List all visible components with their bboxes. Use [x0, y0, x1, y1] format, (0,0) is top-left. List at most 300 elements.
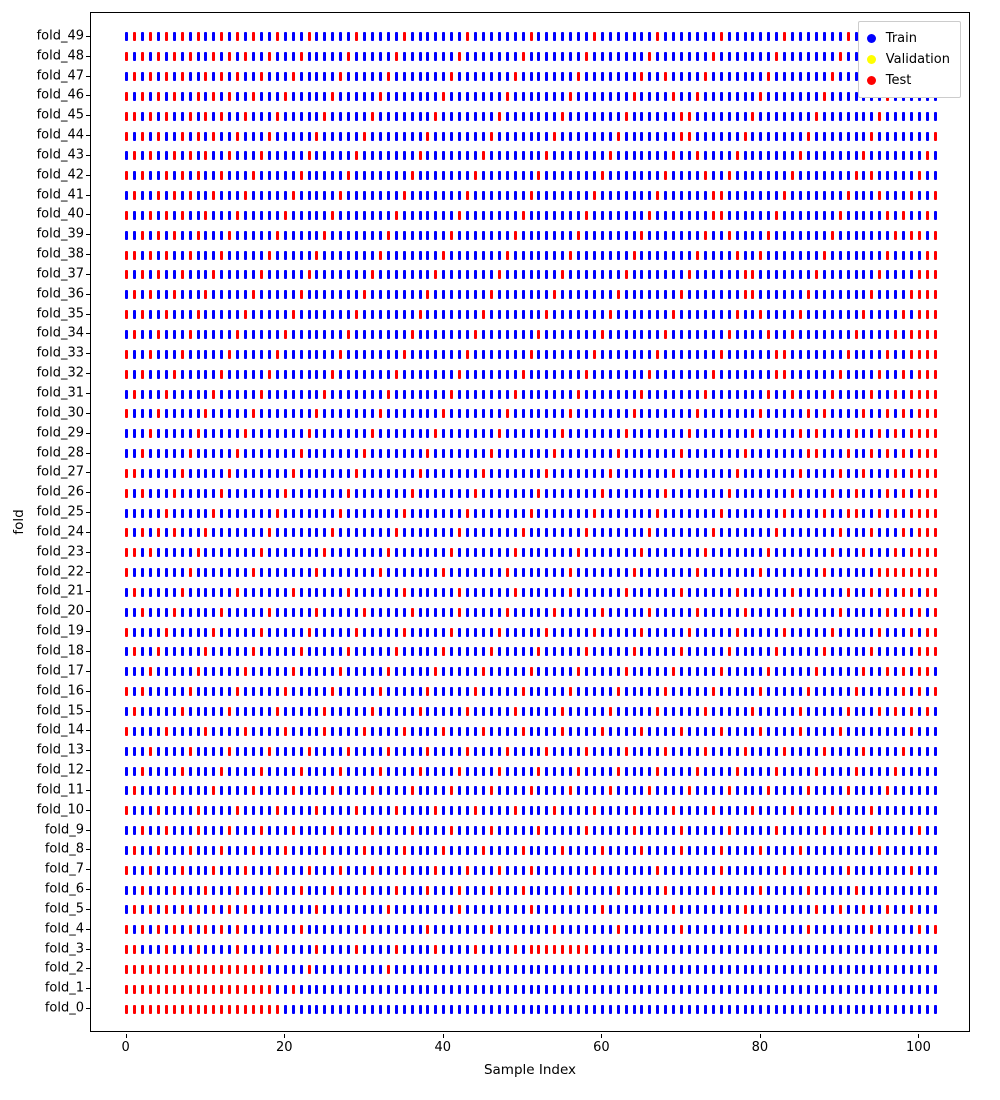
scatter-marker — [498, 330, 501, 339]
scatter-marker — [696, 667, 699, 676]
scatter-marker — [331, 667, 334, 676]
scatter-marker — [672, 191, 675, 200]
scatter-marker — [537, 588, 540, 597]
scatter-marker — [141, 290, 144, 299]
scatter-marker — [403, 151, 406, 160]
scatter-marker — [498, 390, 501, 399]
scatter-marker — [347, 409, 350, 418]
scatter-marker — [149, 509, 152, 518]
scatter-marker — [688, 390, 691, 399]
scatter-marker — [688, 707, 691, 716]
scatter-marker — [831, 231, 834, 240]
scatter-marker — [609, 767, 612, 776]
scatter-marker — [450, 806, 453, 815]
scatter-marker — [466, 1005, 469, 1014]
scatter-marker — [712, 310, 715, 319]
scatter-marker — [442, 449, 445, 458]
scatter-marker — [379, 330, 382, 339]
scatter-marker — [181, 548, 184, 557]
scatter-marker — [315, 132, 318, 141]
scatter-marker — [442, 945, 445, 954]
scatter-marker — [363, 588, 366, 597]
scatter-marker — [648, 905, 651, 914]
scatter-marker — [419, 231, 422, 240]
scatter-marker — [379, 270, 382, 279]
scatter-marker — [799, 449, 802, 458]
scatter-marker — [839, 767, 842, 776]
scatter-marker — [537, 92, 540, 101]
scatter-marker — [696, 727, 699, 736]
scatter-marker — [474, 191, 477, 200]
scatter-marker — [395, 370, 398, 379]
scatter-marker — [387, 905, 390, 914]
scatter-marker — [569, 449, 572, 458]
scatter-marker — [672, 509, 675, 518]
scatter-marker — [791, 826, 794, 835]
scatter-marker — [585, 290, 588, 299]
scatter-marker — [886, 370, 889, 379]
scatter-marker — [910, 806, 913, 815]
scatter-marker — [315, 647, 318, 656]
scatter-marker — [149, 1005, 152, 1014]
scatter-marker — [434, 231, 437, 240]
scatter-marker — [339, 211, 342, 220]
scatter-marker — [672, 449, 675, 458]
scatter-marker — [775, 667, 778, 676]
scatter-marker — [537, 112, 540, 121]
scatter-marker — [704, 707, 707, 716]
scatter-marker — [292, 171, 295, 180]
scatter-marker — [744, 171, 747, 180]
scatter-marker — [236, 767, 239, 776]
scatter-marker — [133, 330, 136, 339]
scatter-marker — [648, 92, 651, 101]
scatter-marker — [260, 509, 263, 518]
scatter-marker — [751, 747, 754, 756]
scatter-marker — [839, 826, 842, 835]
scatter-marker — [902, 112, 905, 121]
scatter-marker — [617, 489, 620, 498]
scatter-marker — [561, 905, 564, 914]
scatter-marker — [347, 747, 350, 756]
scatter-marker — [736, 846, 739, 855]
scatter-marker — [395, 965, 398, 974]
scatter-marker — [308, 509, 311, 518]
scatter-marker — [466, 171, 469, 180]
scatter-marker — [323, 806, 326, 815]
scatter-marker — [387, 687, 390, 696]
scatter-marker — [553, 509, 556, 518]
scatter-marker — [553, 647, 556, 656]
scatter-marker — [395, 1005, 398, 1014]
scatter-marker — [783, 310, 786, 319]
scatter-marker — [910, 390, 913, 399]
scatter-marker — [197, 191, 200, 200]
scatter-marker — [656, 905, 659, 914]
scatter-marker — [609, 469, 612, 478]
scatter-marker — [672, 112, 675, 121]
scatter-marker — [292, 231, 295, 240]
scatter-marker — [680, 826, 683, 835]
scatter-marker — [165, 350, 168, 359]
scatter-marker — [466, 92, 469, 101]
scatter-marker — [292, 270, 295, 279]
scatter-marker — [831, 449, 834, 458]
scatter-marker — [775, 548, 778, 557]
scatter-marker — [831, 965, 834, 974]
scatter-marker — [839, 608, 842, 617]
scatter-marker — [751, 509, 754, 518]
scatter-marker — [450, 588, 453, 597]
scatter-marker — [141, 945, 144, 954]
scatter-marker — [918, 747, 921, 756]
scatter-marker — [902, 747, 905, 756]
scatter-marker — [680, 409, 683, 418]
scatter-marker — [276, 707, 279, 716]
scatter-marker — [125, 866, 128, 875]
scatter-marker — [260, 290, 263, 299]
scatter-marker — [680, 747, 683, 756]
scatter-marker — [640, 588, 643, 597]
scatter-marker — [926, 251, 929, 260]
scatter-marker — [545, 171, 548, 180]
scatter-marker — [284, 429, 287, 438]
scatter-marker — [141, 528, 144, 537]
scatter-marker — [870, 469, 873, 478]
scatter-marker — [450, 905, 453, 914]
scatter-marker — [204, 667, 207, 676]
scatter-marker — [664, 886, 667, 895]
scatter-marker — [775, 727, 778, 736]
scatter-marker — [680, 449, 683, 458]
scatter-marker — [601, 171, 604, 180]
scatter-marker — [593, 608, 596, 617]
scatter-marker — [442, 409, 445, 418]
scatter-marker — [545, 489, 548, 498]
scatter-marker — [926, 945, 929, 954]
scatter-marker — [656, 132, 659, 141]
scatter-marker — [204, 806, 207, 815]
scatter-marker — [640, 1005, 643, 1014]
scatter-marker — [902, 310, 905, 319]
scatter-marker — [926, 568, 929, 577]
scatter-marker — [387, 826, 390, 835]
scatter-marker — [284, 231, 287, 240]
scatter-marker — [839, 231, 842, 240]
scatter-marker — [165, 469, 168, 478]
scatter-marker — [323, 350, 326, 359]
scatter-marker — [236, 330, 239, 339]
scatter-marker — [458, 509, 461, 518]
scatter-marker — [593, 330, 596, 339]
scatter-marker — [157, 747, 160, 756]
scatter-marker — [783, 687, 786, 696]
scatter-marker — [759, 647, 762, 656]
scatter-marker — [442, 489, 445, 498]
scatter-marker — [387, 806, 390, 815]
scatter-marker — [284, 667, 287, 676]
scatter-marker — [680, 628, 683, 637]
scatter-marker — [189, 509, 192, 518]
scatter-marker — [355, 390, 358, 399]
scatter-marker — [530, 429, 533, 438]
scatter-marker — [870, 628, 873, 637]
scatter-marker — [347, 132, 350, 141]
scatter-marker — [323, 390, 326, 399]
scatter-marker — [276, 509, 279, 518]
scatter-marker — [839, 747, 842, 756]
scatter-marker — [244, 886, 247, 895]
scatter-marker — [648, 528, 651, 537]
scatter-marker — [775, 171, 778, 180]
scatter-marker — [482, 767, 485, 776]
scatter-marker — [173, 469, 176, 478]
scatter-marker — [696, 449, 699, 458]
scatter-marker — [403, 866, 406, 875]
scatter-marker — [308, 925, 311, 934]
scatter-marker — [569, 370, 572, 379]
scatter-marker — [252, 727, 255, 736]
scatter-marker — [855, 1005, 858, 1014]
scatter-marker — [799, 548, 802, 557]
scatter-marker — [688, 509, 691, 518]
scatter-marker — [791, 429, 794, 438]
scatter-marker — [640, 92, 643, 101]
scatter-marker — [847, 469, 850, 478]
scatter-marker — [300, 429, 303, 438]
scatter-marker — [831, 211, 834, 220]
scatter-marker — [712, 171, 715, 180]
scatter-marker — [522, 390, 525, 399]
scatter-marker — [894, 786, 897, 795]
scatter-marker — [395, 132, 398, 141]
scatter-marker — [656, 211, 659, 220]
scatter-marker — [569, 151, 572, 160]
scatter-marker — [894, 409, 897, 418]
scatter-marker — [292, 449, 295, 458]
scatter-marker — [347, 429, 350, 438]
scatter-marker — [276, 727, 279, 736]
scatter-marker — [815, 628, 818, 637]
scatter-marker — [855, 866, 858, 875]
scatter-marker — [807, 866, 810, 875]
scatter-marker — [720, 251, 723, 260]
scatter-marker — [530, 985, 533, 994]
scatter-marker — [228, 687, 231, 696]
scatter-marker — [799, 409, 802, 418]
scatter-marker — [696, 608, 699, 617]
scatter-marker — [744, 1005, 747, 1014]
scatter-marker — [736, 171, 739, 180]
scatter-marker — [450, 449, 453, 458]
scatter-marker — [514, 330, 517, 339]
scatter-marker — [276, 608, 279, 617]
scatter-marker — [308, 1005, 311, 1014]
scatter-marker — [585, 528, 588, 537]
scatter-marker — [815, 330, 818, 339]
scatter-marker — [355, 132, 358, 141]
scatter-marker — [371, 886, 374, 895]
scatter-marker — [498, 231, 501, 240]
scatter-marker — [831, 548, 834, 557]
scatter-marker — [474, 826, 477, 835]
scatter-marker — [664, 191, 667, 200]
scatter-marker — [204, 469, 207, 478]
scatter-marker — [189, 112, 192, 121]
scatter-marker — [244, 151, 247, 160]
scatter-marker — [197, 786, 200, 795]
scatter-marker — [617, 925, 620, 934]
scatter-marker — [490, 628, 493, 637]
scatter-marker — [656, 231, 659, 240]
scatter-marker — [648, 132, 651, 141]
scatter-marker — [759, 251, 762, 260]
scatter-marker — [934, 866, 937, 875]
scatter-marker — [141, 806, 144, 815]
scatter-marker — [775, 687, 778, 696]
scatter-marker — [680, 350, 683, 359]
scatter-marker — [545, 310, 548, 319]
scatter-marker — [260, 350, 263, 359]
scatter-marker — [894, 370, 897, 379]
scatter-marker — [617, 767, 620, 776]
scatter-marker — [791, 270, 794, 279]
scatter-marker — [704, 826, 707, 835]
scatter-marker — [244, 687, 247, 696]
scatter-marker — [926, 886, 929, 895]
scatter-marker — [791, 747, 794, 756]
scatter-marker — [220, 489, 223, 498]
scatter-marker — [474, 588, 477, 597]
scatter-marker — [339, 608, 342, 617]
scatter-marker — [736, 509, 739, 518]
scatter-marker — [252, 568, 255, 577]
scatter-marker — [720, 1005, 723, 1014]
scatter-marker — [347, 628, 350, 637]
scatter-marker — [751, 905, 754, 914]
scatter-marker — [197, 945, 200, 954]
scatter-marker — [545, 548, 548, 557]
scatter-marker — [807, 449, 810, 458]
scatter-marker — [712, 707, 715, 716]
scatter-marker — [387, 846, 390, 855]
scatter-marker — [252, 489, 255, 498]
scatter-marker — [744, 588, 747, 597]
scatter-marker — [862, 667, 865, 676]
scatter-marker — [403, 132, 406, 141]
scatter-marker — [284, 270, 287, 279]
scatter-marker — [799, 925, 802, 934]
scatter-marker — [783, 925, 786, 934]
scatter-marker — [791, 588, 794, 597]
scatter-marker — [387, 270, 390, 279]
scatter-marker — [181, 449, 184, 458]
scatter-marker — [728, 370, 731, 379]
scatter-marker — [537, 191, 540, 200]
scatter-marker — [926, 231, 929, 240]
scatter-marker — [411, 548, 414, 557]
scatter-marker — [601, 310, 604, 319]
scatter-marker — [712, 945, 715, 954]
scatter-marker — [672, 469, 675, 478]
scatter-marker — [839, 707, 842, 716]
scatter-marker — [260, 985, 263, 994]
scatter-marker — [593, 211, 596, 220]
scatter-marker — [450, 72, 453, 81]
scatter-marker — [149, 985, 152, 994]
scatter-marker — [292, 310, 295, 319]
scatter-marker — [260, 370, 263, 379]
scatter-marker — [165, 767, 168, 776]
scatter-marker — [308, 786, 311, 795]
scatter-marker — [530, 231, 533, 240]
scatter-marker — [189, 92, 192, 101]
scatter-marker — [855, 886, 858, 895]
scatter-marker — [442, 92, 445, 101]
scatter-marker — [133, 905, 136, 914]
scatter-marker — [736, 628, 739, 637]
scatter-marker — [847, 826, 850, 835]
scatter-marker — [165, 449, 168, 458]
scatter-marker — [553, 370, 556, 379]
scatter-marker — [474, 350, 477, 359]
scatter-marker — [426, 191, 429, 200]
scatter-marker — [236, 866, 239, 875]
scatter-marker — [672, 985, 675, 994]
scatter-marker — [704, 846, 707, 855]
scatter-marker — [751, 191, 754, 200]
scatter-marker — [236, 747, 239, 756]
scatter-marker — [609, 945, 612, 954]
scatter-marker — [506, 767, 509, 776]
scatter-marker — [601, 409, 604, 418]
scatter-marker — [189, 905, 192, 914]
scatter-marker — [926, 350, 929, 359]
scatter-marker — [371, 290, 374, 299]
scatter-marker — [181, 866, 184, 875]
scatter-marker — [545, 727, 548, 736]
scatter-marker — [276, 945, 279, 954]
scatter-marker — [751, 270, 754, 279]
scatter-marker — [553, 112, 556, 121]
scatter-marker — [878, 469, 881, 478]
scatter-marker — [403, 528, 406, 537]
scatter-marker — [664, 667, 667, 676]
scatter-marker — [522, 628, 525, 637]
scatter-marker — [379, 786, 382, 795]
scatter-marker — [688, 628, 691, 637]
scatter-marker — [926, 429, 929, 438]
scatter-marker — [434, 350, 437, 359]
scatter-marker — [482, 528, 485, 537]
scatter-marker — [173, 846, 176, 855]
scatter-marker — [744, 608, 747, 617]
scatter-marker — [759, 92, 762, 101]
scatter-marker — [680, 429, 683, 438]
scatter-marker — [474, 886, 477, 895]
scatter-marker — [395, 568, 398, 577]
scatter-marker — [308, 251, 311, 260]
scatter-marker — [815, 171, 818, 180]
scatter-marker — [434, 965, 437, 974]
scatter-marker — [553, 548, 556, 557]
scatter-marker — [292, 132, 295, 141]
scatter-marker — [419, 409, 422, 418]
scatter-marker — [482, 707, 485, 716]
scatter-marker — [133, 588, 136, 597]
scatter-marker — [775, 568, 778, 577]
scatter-marker — [474, 469, 477, 478]
